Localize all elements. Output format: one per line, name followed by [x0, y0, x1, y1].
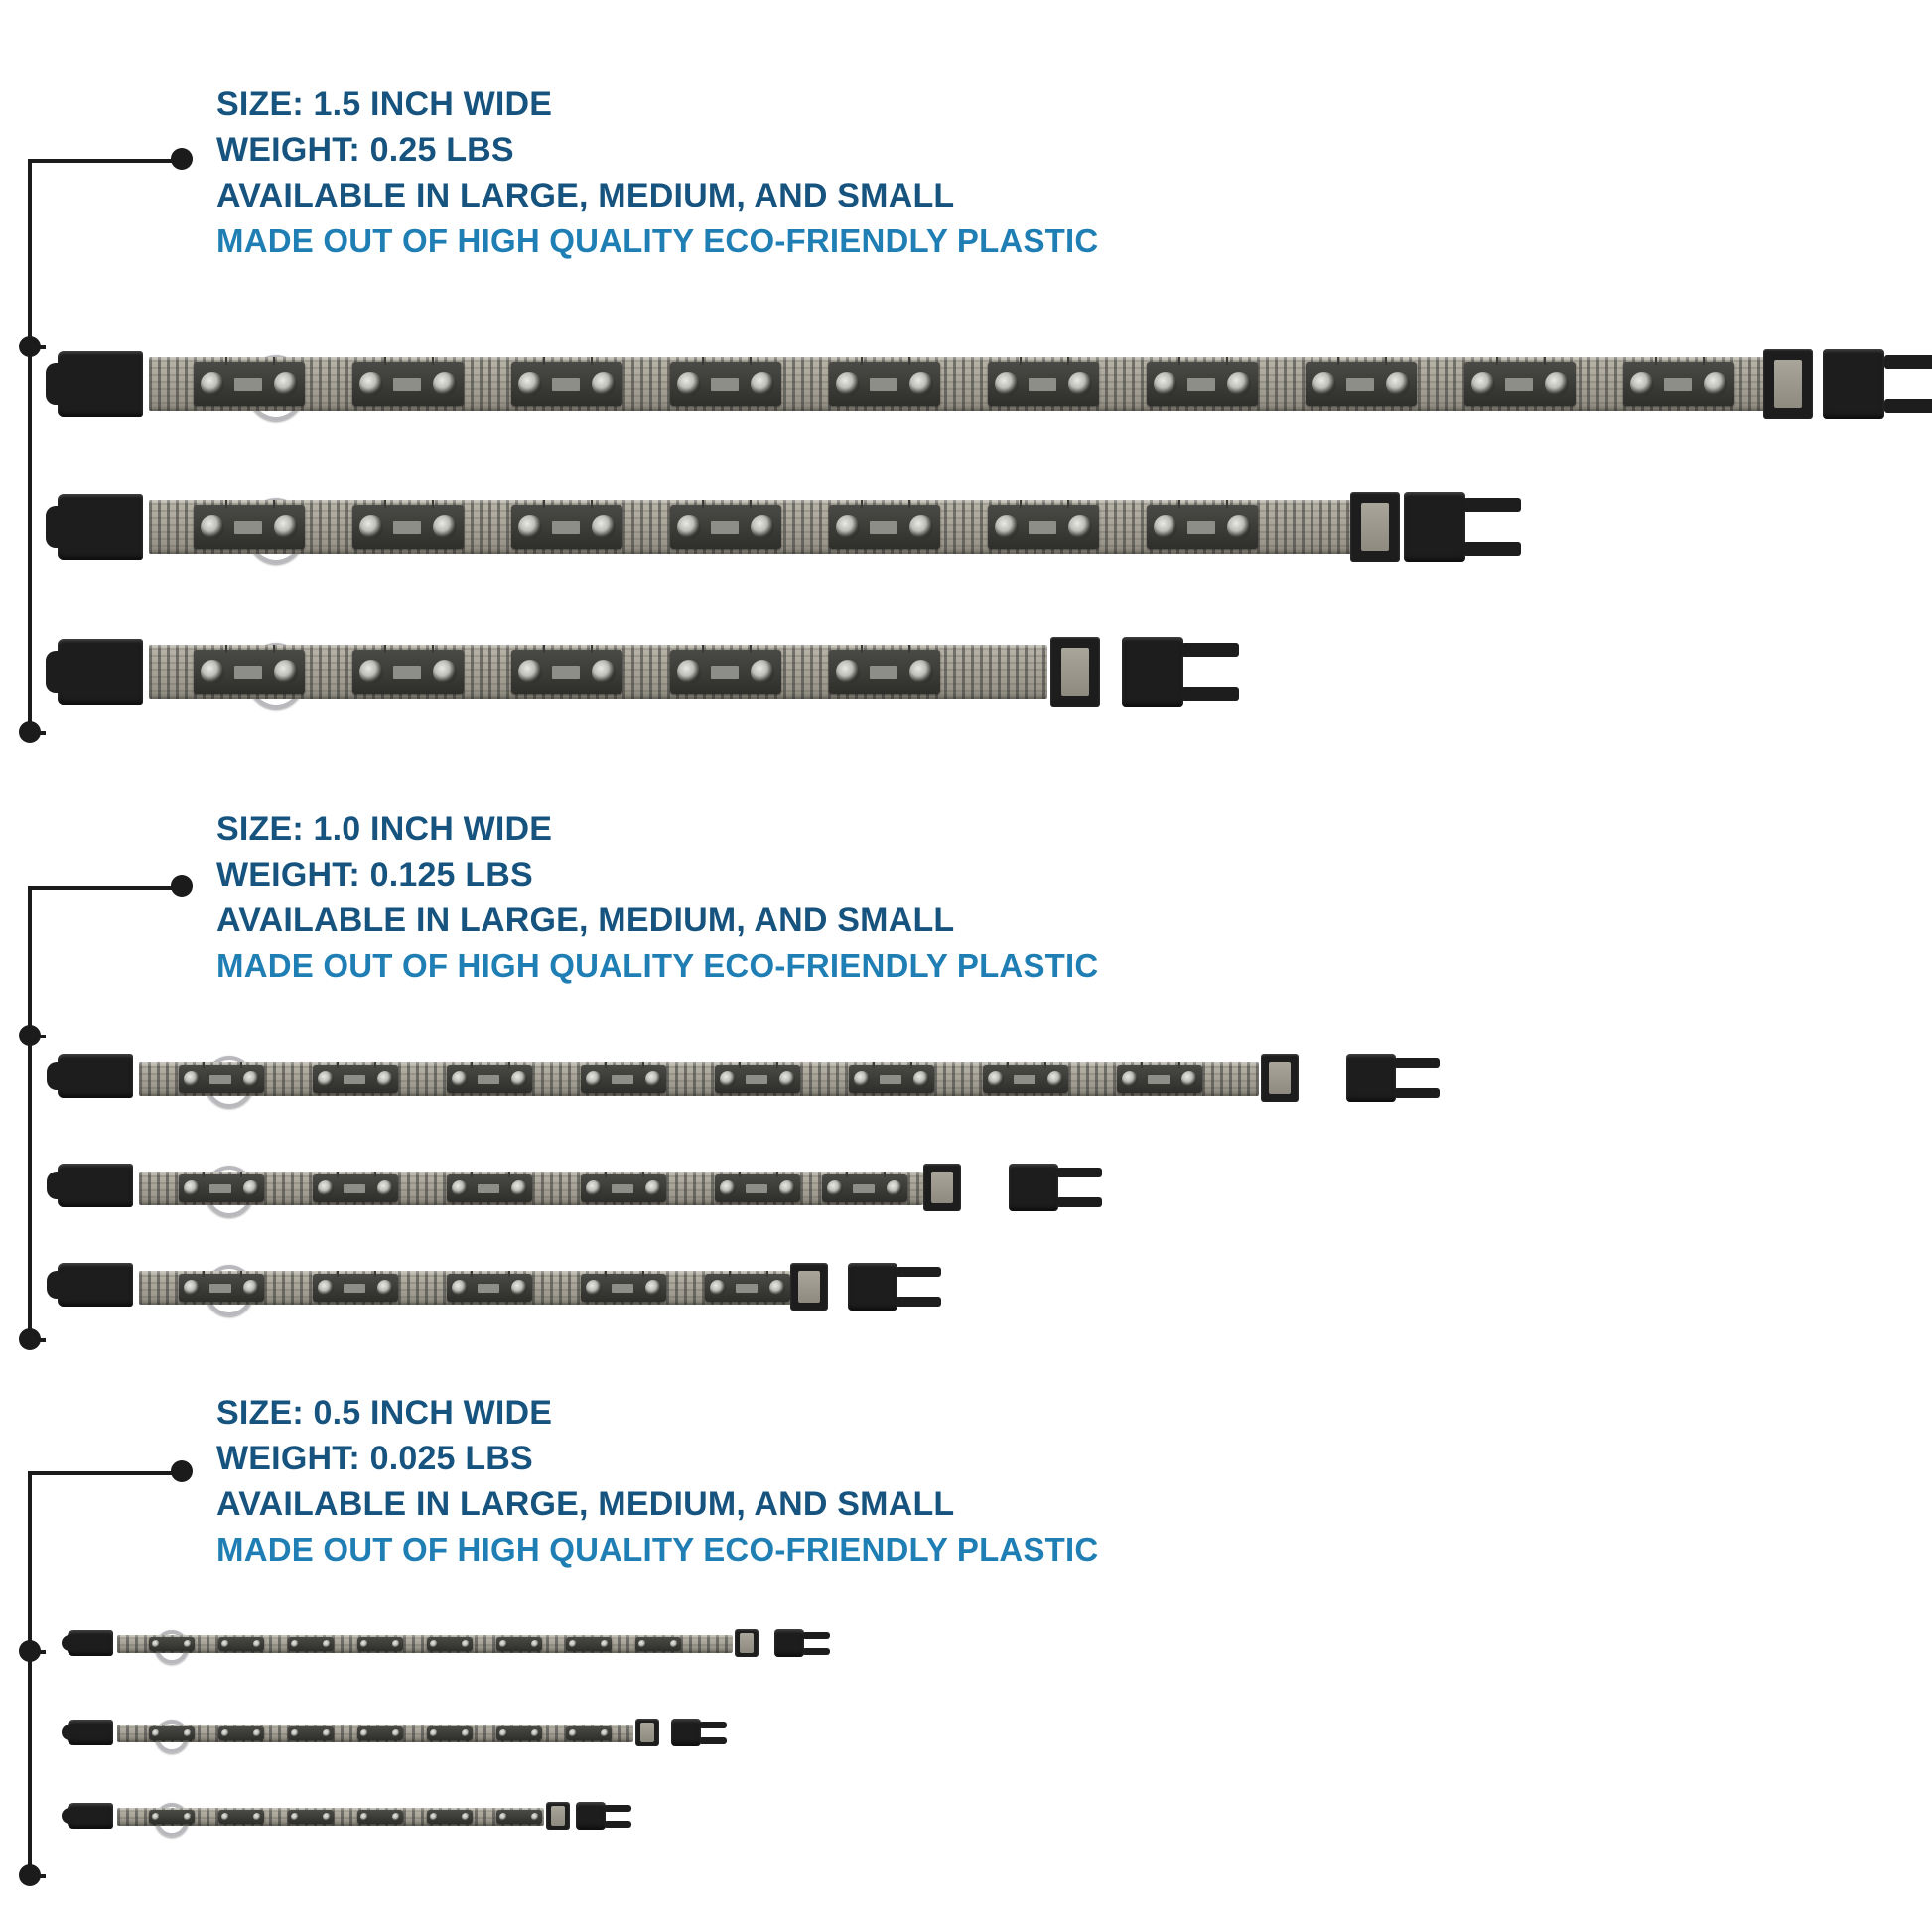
buckle-prong: [1884, 355, 1932, 369]
buckle-prong: [896, 1297, 941, 1307]
collar-webbing: [139, 1172, 923, 1205]
boombox-pattern: [139, 1271, 824, 1305]
boombox-pattern: [149, 357, 1777, 411]
collar-webbing: [149, 645, 1047, 699]
spec-size-label: SIZE: 0.5 INCH WIDE: [216, 1394, 553, 1432]
spec-weight-label: WEIGHT: 0.025 LBS: [216, 1440, 533, 1477]
spec-size-label: SIZE: 1.0 INCH WIDE: [216, 810, 553, 848]
buckle-prong: [1884, 399, 1932, 413]
boombox-pattern: [149, 645, 1047, 699]
buckle-female: [1346, 1054, 1396, 1102]
collar-webbing: [149, 500, 1370, 554]
leader-dot: [19, 1328, 41, 1350]
buckle-prong: [1181, 687, 1239, 701]
boombox-pattern: [117, 1725, 633, 1742]
buckle-male: [68, 1630, 113, 1656]
boombox-pattern: [117, 1808, 544, 1826]
spec-weight-label: WEIGHT: 0.125 LBS: [216, 856, 533, 894]
buckle-prong: [1463, 498, 1521, 512]
buckle-female: [1122, 637, 1183, 707]
buckle-male: [58, 351, 143, 417]
buckle-female: [576, 1802, 606, 1830]
collar-1.0-large: [58, 1048, 1408, 1104]
buckle-female: [774, 1629, 804, 1657]
collar-1.0-medium: [58, 1158, 1070, 1213]
spec-availability-label: AVAILABLE IN LARGE, MEDIUM, AND SMALL: [216, 1485, 955, 1523]
collar-1.5-small: [58, 633, 1214, 711]
collar-webbing: [117, 1725, 633, 1742]
collar-webbing: [139, 1271, 824, 1305]
slider-adjuster: [1763, 349, 1813, 419]
buckle-prong: [699, 1722, 727, 1728]
collar-0.5-small: [68, 1799, 604, 1833]
buckle-prong: [802, 1632, 830, 1639]
collar-webbing: [117, 1808, 544, 1826]
buckle-female: [1404, 492, 1465, 562]
slider-adjuster: [1261, 1054, 1299, 1102]
leader-dot: [19, 1864, 41, 1886]
buckle-male: [58, 1164, 133, 1207]
buckle-prong: [1181, 643, 1239, 657]
collar-webbing: [149, 357, 1777, 411]
collar-webbing: [117, 1635, 733, 1653]
buckle-prong: [699, 1737, 727, 1744]
spec-block-0.5-inch: [216, 1390, 1098, 1573]
boombox-pattern: [149, 500, 1370, 554]
buckle-prong: [1394, 1058, 1440, 1068]
slider-adjuster: [790, 1263, 828, 1311]
spec-weight-label: WEIGHT: 0.25 LBS: [216, 131, 514, 169]
slider-adjuster: [923, 1164, 961, 1211]
leader-dot: [19, 336, 41, 357]
buckle-female: [1823, 349, 1884, 419]
collar-1.0-small: [58, 1257, 916, 1312]
boombox-pattern: [117, 1635, 733, 1653]
buckle-prong: [604, 1805, 631, 1812]
boombox-pattern: [139, 1062, 1259, 1096]
buckle-prong: [1394, 1088, 1440, 1098]
buckle-female: [671, 1719, 701, 1746]
slider-adjuster: [546, 1802, 570, 1830]
buckle-female: [848, 1263, 897, 1311]
spec-availability-label: AVAILABLE IN LARGE, MEDIUM, AND SMALL: [216, 177, 955, 214]
spec-material-label: MADE OUT OF HIGH QUALITY ECO-FRIENDLY PLASTIC: [216, 222, 1099, 259]
collar-0.5-medium: [68, 1716, 703, 1749]
buckle-prong: [1056, 1197, 1102, 1207]
slider-adjuster: [635, 1719, 659, 1746]
spec-block-1.5-inch: [216, 81, 1098, 264]
collar-1.5-large: [58, 345, 1900, 423]
collar-0.5-large: [68, 1626, 802, 1660]
buckle-prong: [1056, 1168, 1102, 1177]
spec-size-label: SIZE: 1.5 INCH WIDE: [216, 85, 553, 123]
spec-material-label: MADE OUT OF HIGH QUALITY ECO-FRIENDLY PLASTIC: [216, 947, 1099, 984]
leader-dot: [171, 1460, 193, 1482]
buckle-male: [58, 639, 143, 705]
leader-dot: [171, 875, 193, 897]
collar-webbing: [139, 1062, 1259, 1096]
leader-dot: [19, 1640, 41, 1662]
leader-dot: [19, 1025, 41, 1046]
buckle-male: [58, 1054, 133, 1098]
slider-adjuster: [735, 1629, 759, 1657]
collar-1.5-medium: [58, 488, 1465, 566]
buckle-prong: [604, 1821, 631, 1828]
boombox-pattern: [139, 1172, 923, 1205]
buckle-prong: [896, 1267, 941, 1277]
buckle-male: [58, 1263, 133, 1307]
spec-availability-label: AVAILABLE IN LARGE, MEDIUM, AND SMALL: [216, 901, 955, 939]
leader-dot: [19, 721, 41, 743]
buckle-prong: [802, 1648, 830, 1655]
slider-adjuster: [1350, 492, 1400, 562]
buckle-male: [58, 494, 143, 560]
spec-block-1.0-inch: [216, 806, 1098, 989]
spec-material-label: MADE OUT OF HIGH QUALITY ECO-FRIENDLY PLASTIC: [216, 1531, 1099, 1568]
buckle-male: [68, 1720, 113, 1745]
buckle-female: [1009, 1164, 1058, 1211]
slider-adjuster: [1050, 637, 1100, 707]
buckle-prong: [1463, 542, 1521, 556]
buckle-male: [68, 1803, 113, 1829]
leader-dot: [171, 148, 193, 170]
